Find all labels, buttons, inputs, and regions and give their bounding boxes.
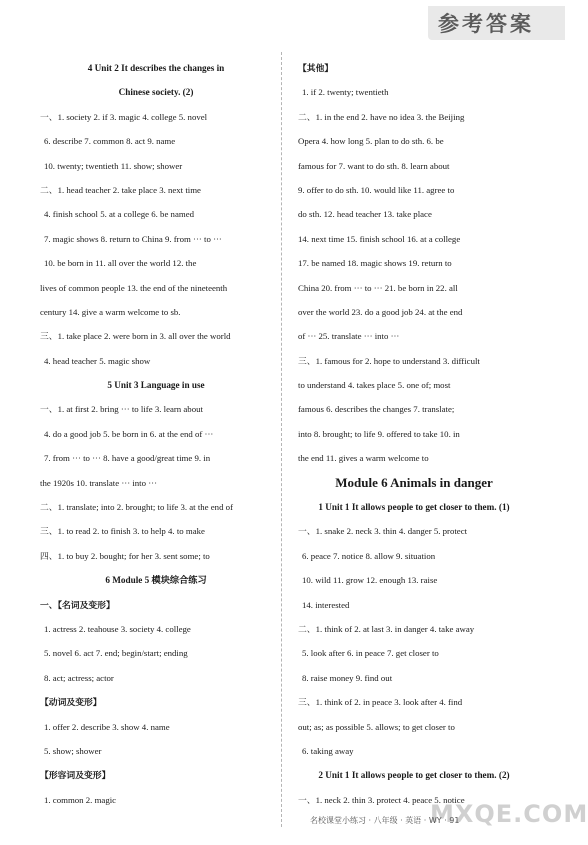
answer-line: 二、1. translate; into 2. brought; to life 3. at the end of xyxy=(40,502,234,513)
answer-line: over the world 23. do a good job 24. at the end xyxy=(298,306,463,317)
answer-line: 二、1. head teacher 2. take place 3. next time xyxy=(40,184,201,195)
answer-line: 6. peace 7. notice 8. allow 9. situation xyxy=(302,550,436,561)
answer-line: into 8. brought; to life 9. offered to take 10. in xyxy=(298,428,460,439)
answer-line: to understand 4. takes place 5. one of; most xyxy=(298,380,451,391)
answer-line: 1. offer 2. describe 3. show 4. name xyxy=(44,721,170,732)
answer-line: famous for 7. want to do sth. 8. learn about xyxy=(298,160,450,171)
answer-line: 【其他】 xyxy=(298,63,334,73)
answer-line: out; as; as possible 5. allows; to get closer to xyxy=(298,721,455,732)
answer-line: Module 6 Animals in danger xyxy=(335,474,493,490)
answer-line: 4 Unit 2 It describes the changes in xyxy=(87,63,225,73)
answer-line: 6. taking away xyxy=(302,745,354,756)
answer-line: 三、1. think of 2. in peace 3. look after 4. find xyxy=(298,697,463,708)
answer-line: 5 Unit 3 Language in use xyxy=(107,380,205,391)
answer-line: 10. be born in 11. all over the world 12. the xyxy=(44,258,197,269)
answer-line: 三、1. famous for 2. hope to understand 3. difficult xyxy=(298,355,480,366)
answer-line: 1 Unit 1 It allows people to get closer to them. (1) xyxy=(318,502,510,513)
watermark-logo: MXQE.COM xyxy=(430,800,588,828)
answer-line: 6. describe 7. common 8. act 9. name xyxy=(44,136,176,147)
answer-line: 一、1. at first 2. bring ··· to life 3. learn about xyxy=(40,404,203,415)
answer-line: 1. if 2. twenty; twentieth xyxy=(302,87,389,98)
page-heading: 参考答案 xyxy=(438,12,534,36)
answer-line: 一、1. neck 2. thin 3. protect 4. peace 5. notice xyxy=(298,794,465,805)
answer-line: of ··· 25. translate ··· into ··· xyxy=(298,331,400,342)
answer-line: Chinese society. (2) xyxy=(118,87,194,98)
answer-line: 二、1. think of 2. at last 3. in danger 4. take away xyxy=(298,623,475,634)
answer-line: do sth. 12. head teacher 13. take place xyxy=(298,209,432,220)
answer-line: lives of common people 13. the end of the nineteenth xyxy=(40,282,228,293)
answer-line: the 1920s 10. translate ··· into ··· xyxy=(40,477,158,488)
answer-line: 2 Unit 1 It allows people to get closer to them. (2) xyxy=(318,770,510,781)
answer-line: 7. from ··· to ··· 8. have a good/great time 9. in xyxy=(44,453,211,464)
column-divider xyxy=(281,52,282,827)
answer-line: 【形容词及变形】 xyxy=(40,770,111,781)
answer-line: 5. look after 6. in peace 7. get closer to xyxy=(302,648,439,659)
answer-line: 5. show; shower xyxy=(44,745,102,756)
answer-line: 5. novel 6. act 7. end; begin/start; ending xyxy=(44,648,188,659)
answer-line: century 14. give a warm welcome to sb. xyxy=(40,306,181,317)
answer-line: 1. common 2. magic xyxy=(44,794,117,805)
answer-line: 二、1. in the end 2. have no idea 3. the Beijing xyxy=(298,111,465,122)
answer-line: 17. be named 18. magic shows 19. return to xyxy=(298,258,452,269)
answer-line: famous 6. describes the changes 7. translate; xyxy=(298,404,455,415)
answer-line: Opera 4. how long 5. plan to do sth. 6. be xyxy=(298,136,444,147)
answer-line: 7. magic shows 8. return to China 9. from ··· to ··· xyxy=(44,233,222,244)
answer-line: China 20. from ··· to ··· 21. be born in 22. all xyxy=(298,282,458,293)
answer-line: 1. actress 2. teahouse 3. society 4. college xyxy=(44,623,191,634)
page-footer: 名校课堂小练习 · 八年级 · 英语 · WY · 91 xyxy=(310,816,460,825)
right-column xyxy=(298,56,530,812)
answer-line: the end 11. gives a warm welcome to xyxy=(298,453,429,464)
answer-line: 8. raise money 9. find out xyxy=(302,672,393,683)
left-column xyxy=(40,56,272,812)
answer-line: 三、1. take place 2. were born in 3. all over the world xyxy=(40,331,231,342)
answer-line: 14. next time 15. finish school 16. at a college xyxy=(298,233,461,244)
answer-line: 一、1. society 2. if 3. magic 4. college 5. novel xyxy=(40,111,208,122)
answer-line: 4. do a good job 5. be born in 6. at the end of ··· xyxy=(44,428,214,439)
answer-line: 一、【名词及变形】 xyxy=(40,599,115,610)
answer-line: 【动词及变形】 xyxy=(40,697,102,708)
answer-line: 4. finish school 5. at a college 6. be named xyxy=(44,209,194,220)
answer-line: 10. twenty; twentieth 11. show; shower xyxy=(44,160,183,171)
answer-line: 8. act; actress; actor xyxy=(44,672,114,683)
answer-line: 四、1. to buy 2. bought; for her 3. sent some; to xyxy=(40,550,210,561)
answer-line: 6 Module 5 模块综合练习 xyxy=(105,575,207,586)
answer-line: 14. interested xyxy=(302,599,350,610)
answer-line: 10. wild 11. grow 12. enough 13. raise xyxy=(302,575,438,586)
answer-line: 一、1. snake 2. neck 3. thin 4. danger 5. protect xyxy=(298,526,468,537)
answer-line: 9. offer to do sth. 10. would like 11. agree to xyxy=(298,184,455,195)
answer-line: 4. head teacher 5. magic show xyxy=(44,355,151,366)
answer-line: 三、1. to read 2. to finish 3. to help 4. to make xyxy=(40,526,205,537)
